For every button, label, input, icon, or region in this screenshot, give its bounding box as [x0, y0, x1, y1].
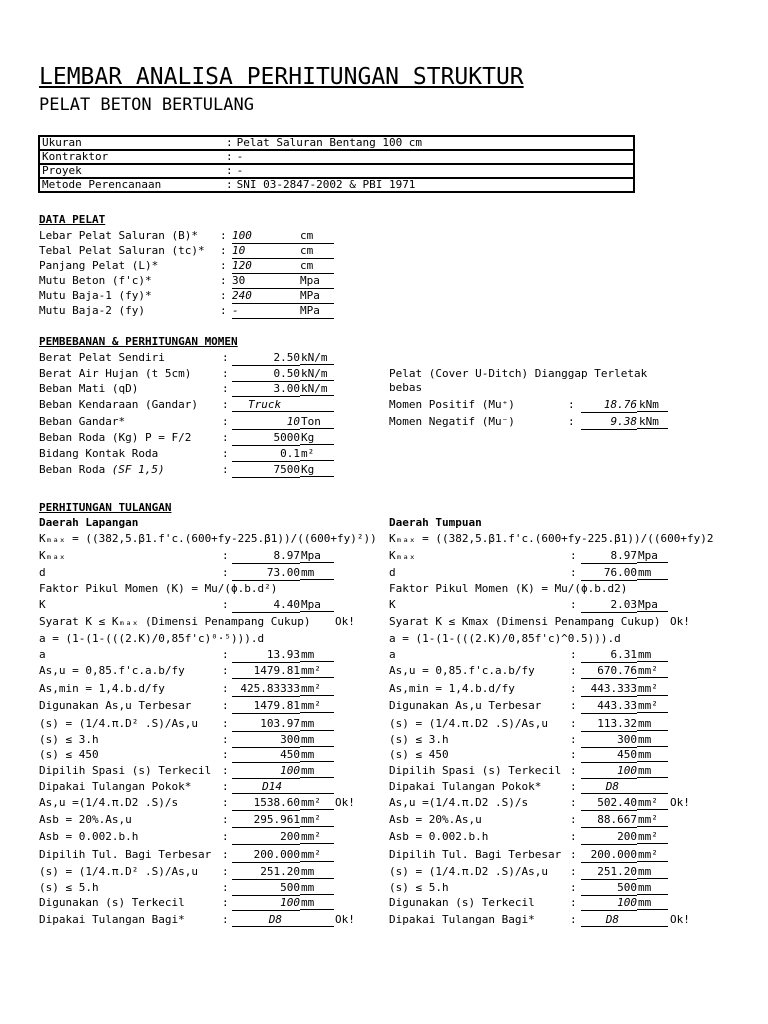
- tumpuan-label: Dipakai Tulangan Pokok*: [389, 780, 542, 793]
- data-pelat-value: -: [232, 304, 300, 319]
- tumpuan-value: 76.00: [581, 566, 637, 581]
- tumpuan-unit: Mpa: [637, 598, 668, 612]
- info-value: Pelat Saluran Bentang 100 cm: [235, 136, 634, 150]
- lapangan-label: Dipakai Tulangan Pokok*: [39, 780, 192, 793]
- tumpuan-sep: :: [570, 881, 577, 894]
- data-pelat-sep: :: [220, 244, 227, 257]
- data-pelat-label: Mutu Baja-1 (fy)*: [39, 289, 152, 302]
- lapangan-label: (s) ≤ 5.h: [39, 881, 99, 894]
- lapangan-ok-status: Ok!: [335, 913, 355, 926]
- pembebanan-heading: PEMBEBANAN & PERHITUNGAN MOMEN: [39, 335, 238, 348]
- momen-positif-sep: :: [568, 398, 575, 411]
- data-pelat-sep: :: [220, 304, 227, 317]
- pembebanan-value: 3.00: [232, 382, 300, 397]
- momen-negatif-value: 9.38: [581, 415, 637, 430]
- tumpuan-unit: mm²: [637, 699, 668, 713]
- pembebanan-sep: :: [222, 382, 229, 395]
- data-pelat-value: 30: [232, 274, 300, 289]
- tumpuan-unit: mm: [637, 881, 668, 895]
- lapangan-value: 300: [232, 733, 300, 748]
- tumpuan-unit: mm²: [637, 830, 668, 844]
- lapangan-value: 100: [232, 896, 300, 911]
- pembebanan-value: Truck: [232, 398, 300, 412]
- tumpuan-sep: :: [570, 549, 577, 562]
- tumpuan-value: 443.33: [581, 699, 637, 714]
- lapangan-sep: :: [222, 881, 229, 894]
- lapangan-value: 73.00: [232, 566, 300, 581]
- tumpuan-value: 6.31: [581, 648, 637, 663]
- lapangan-label: Digunakan As,u Terbesar: [39, 699, 192, 712]
- tumpuan-label: Kₘₐₓ: [389, 549, 416, 562]
- pembebanan-sep: :: [222, 398, 229, 411]
- lapangan-unit: [300, 913, 334, 927]
- tumpuan-unit: [637, 780, 668, 794]
- tumpuan-unit: mm: [637, 717, 668, 731]
- lapangan-unit: mm: [300, 764, 334, 778]
- tumpuan-sep: :: [570, 848, 577, 861]
- lapangan-sep: :: [222, 813, 229, 826]
- lapangan-label: (s) ≤ 3.h: [39, 733, 99, 746]
- lapangan-unit: mm²: [300, 699, 334, 713]
- tumpuan-unit: mm: [637, 748, 668, 762]
- pembebanan-unit: Ton: [300, 415, 334, 429]
- lapangan-label: (s) ≤ 450: [39, 748, 99, 761]
- data-pelat-sep: :: [220, 274, 227, 287]
- tumpuan-label: Dipilih Spasi (s) Terkecil: [389, 764, 562, 777]
- tumpuan-sep: :: [570, 664, 577, 677]
- tumpuan-unit: mm: [637, 865, 668, 879]
- info-label: Ukuran: [39, 136, 224, 150]
- lapangan-label: a = (1-(1-(((2.K)/0,85f'c)⁰·⁵))).d: [39, 632, 265, 645]
- lapangan-label: (s) = (1/4.π.D² .S)/As,u: [39, 865, 198, 878]
- info-label: Metode Perencanaan: [39, 178, 224, 192]
- lapangan-value: D14: [232, 780, 300, 794]
- pembebanan-sep: :: [222, 367, 229, 380]
- tumpuan-label: As,u = 0,85.f'c.a.b/fy: [389, 664, 535, 677]
- lapangan-sep: :: [222, 913, 229, 926]
- lapangan-sep: :: [222, 796, 229, 809]
- pembebanan-label: Beban Roda: [39, 463, 106, 476]
- lapangan-value: 295.961: [232, 813, 300, 828]
- lapangan-unit: mm: [300, 648, 334, 662]
- pembebanan-unit: Kg: [300, 463, 334, 477]
- tumpuan-label: a = (1-(1-(((2.K)/0,85f'c)^0.5))).d: [389, 632, 621, 645]
- momen-negatif-unit: kNm: [637, 415, 668, 429]
- tumpuan-sep: :: [570, 717, 577, 730]
- data-pelat-label: Lebar Pelat Saluran (B)*: [39, 229, 198, 242]
- tumpuan-value: 670.76: [581, 664, 637, 679]
- data-pelat-value: 120: [232, 259, 300, 274]
- tumpuan-unit: mm: [637, 566, 668, 580]
- lapangan-sep: :: [222, 896, 229, 909]
- tumpuan-label: As,u =(1/4.π.D2 .S)/s: [389, 796, 529, 809]
- tumpuan-ok-status: Ok!: [670, 913, 690, 926]
- info-row: [39, 150, 634, 164]
- pembebanan-value: 7500: [232, 463, 300, 478]
- data-pelat-unit: MPa: [300, 289, 334, 304]
- pembebanan-unit: m²: [300, 447, 334, 461]
- pembebanan-unit: kN/m: [300, 367, 334, 381]
- lapangan-value: 500: [232, 881, 300, 896]
- tumpuan-value: 100: [581, 764, 637, 779]
- lapangan-unit: mm: [300, 717, 334, 731]
- tumpuan-label: Digunakan (s) Terkecil: [389, 896, 535, 909]
- pembebanan-label: Bidang Kontak Roda: [39, 447, 159, 460]
- lapangan-unit: Mpa: [300, 598, 334, 612]
- data-pelat-sep: :: [220, 229, 227, 242]
- momen-negatif-label: Momen Negatif (Mu⁻): [389, 415, 515, 428]
- lapangan-unit: mm: [300, 748, 334, 762]
- lapangan-value: 425.83333: [232, 682, 300, 697]
- pembebanan-value: 0.50: [232, 367, 300, 382]
- info-row: [39, 178, 634, 192]
- lapangan-unit: mm: [300, 733, 334, 747]
- tumpuan-sep: :: [570, 780, 577, 793]
- lapangan-unit: mm²: [300, 848, 334, 862]
- lapangan-sep: :: [222, 699, 229, 712]
- tumpuan-label: Syarat K ≤ Kmax (Dimensi Penampang Cukup): [389, 615, 661, 628]
- info-sep: :: [226, 150, 233, 163]
- lapangan-sep: :: [222, 780, 229, 793]
- lapangan-label: As,u =(1/4.π.D2 .S)/s: [39, 796, 179, 809]
- info-value: SNI 03-2847-2002 & PBI 1971: [235, 178, 634, 192]
- lapangan-kmax-formula: Kₘₐₓ = ((382,5.β1.f'c.(600+fy-225.β1))/((600+fy)²)): [39, 532, 377, 545]
- lapangan-unit: [300, 780, 334, 794]
- lapangan-value: 251.20: [232, 865, 300, 880]
- tumpuan-unit: mm²: [637, 813, 668, 827]
- tumpuan-sep: :: [570, 813, 577, 826]
- lapangan-unit: mm²: [300, 813, 334, 827]
- pembebanan-label: Beban Mati (qD): [39, 382, 139, 395]
- tumpuan-label: K: [389, 598, 396, 611]
- lapangan-label: d: [39, 566, 46, 579]
- tumpuan-label: Asb = 20%.As,u: [389, 813, 482, 826]
- pembebanan-label: Beban Roda (Kg) P = F/2: [39, 431, 192, 444]
- tumpuan-label: Dipilih Tul. Bagi Terbesar: [389, 848, 562, 861]
- lapangan-value: D8: [232, 913, 300, 927]
- pembebanan-sep: :: [222, 415, 229, 428]
- data-pelat-unit: cm: [300, 244, 334, 259]
- document-title: LEMBAR ANALISA PERHITUNGAN STRUKTUR: [39, 64, 524, 90]
- tumpuan-label: Faktor Pikul Momen (K) = Mu/(ϕ.b.d2): [389, 582, 628, 595]
- tumpuan-label: Digunakan As,u Terbesar: [389, 699, 542, 712]
- tumpuan-sep: :: [570, 896, 577, 909]
- lapangan-sep: :: [222, 733, 229, 746]
- tumpuan-sep: :: [570, 566, 577, 579]
- pembebanan-sep: :: [222, 431, 229, 444]
- momen-negatif-sep: :: [568, 415, 575, 428]
- lapangan-sep: :: [222, 748, 229, 761]
- lapangan-sep: :: [222, 598, 229, 611]
- tumpuan-sep: :: [570, 748, 577, 761]
- lapangan-value: 1479.81: [232, 664, 300, 679]
- tumpuan-unit: mm²: [637, 796, 668, 810]
- tumpuan-value: 100: [581, 896, 637, 911]
- tumpuan-ok-status: Ok!: [670, 615, 690, 628]
- data-pelat-unit: MPa: [300, 304, 334, 319]
- momen-positif-value: 18.76: [581, 398, 637, 413]
- tumpuan-heading: Daerah Tumpuan: [389, 516, 482, 529]
- lapangan-label: Digunakan (s) Terkecil: [39, 896, 185, 909]
- lapangan-value: 100: [232, 764, 300, 779]
- tumpuan-value: 300: [581, 733, 637, 748]
- lapangan-sep: :: [222, 764, 229, 777]
- lapangan-label: Faktor Pikul Momen (K) = Mu/(ϕ.b.d²): [39, 582, 278, 595]
- info-row: [39, 136, 634, 150]
- pembebanan-label: Berat Air Hujan (t 5cm): [39, 367, 192, 380]
- info-value: -: [235, 164, 634, 178]
- tumpuan-unit: Mpa: [637, 549, 668, 563]
- tumpuan-unit: [637, 913, 668, 927]
- tumpuan-value: 443.333: [581, 682, 637, 697]
- tumpuan-value: 502.40: [581, 796, 637, 811]
- pembebanan-unit: kN/m: [300, 382, 334, 396]
- info-sep: :: [226, 178, 233, 191]
- lapangan-value: 8.97: [232, 549, 300, 564]
- tumpuan-label: As,min = 1,4.b.d/fy: [389, 682, 515, 695]
- lapangan-sep: :: [222, 848, 229, 861]
- lapangan-label: Syarat K ≤ Kₘₐₓ (Dimensi Penampang Cukup): [39, 615, 311, 628]
- lapangan-value: 450: [232, 748, 300, 763]
- info-label: Kontraktor: [39, 150, 224, 164]
- lapangan-sep: :: [222, 549, 229, 562]
- lapangan-value: 103.97: [232, 717, 300, 732]
- tumpuan-label: d: [389, 566, 396, 579]
- tumpuan-value: D8: [581, 780, 637, 794]
- tumpuan-label: (s) = (1/4.π.D2 .S)/As,u: [389, 865, 548, 878]
- lapangan-label: Kₘₐₓ: [39, 549, 66, 562]
- tumpuan-sep: :: [570, 796, 577, 809]
- data-pelat-value: 10: [232, 244, 300, 259]
- document-subtitle: PELAT BETON BERTULANG: [39, 95, 254, 115]
- tumpuan-sep: :: [570, 764, 577, 777]
- lapangan-sep: :: [222, 664, 229, 677]
- info-sep: :: [226, 164, 233, 177]
- project-info-table: [38, 135, 635, 193]
- pembebanan-value: 5000: [232, 431, 300, 446]
- tumpuan-label: (s) ≤ 450: [389, 748, 449, 761]
- data-pelat-label: Panjang Pelat (L)*: [39, 259, 159, 272]
- lapangan-label: Asb = 0.002.b.h: [39, 830, 139, 843]
- pembebanan-unit: Kg: [300, 431, 334, 445]
- lapangan-heading: Daerah Lapangan: [39, 516, 139, 529]
- lapangan-unit: mm²: [300, 664, 334, 678]
- lapangan-label: As,min = 1,4.b.d/fy: [39, 682, 165, 695]
- support-note-line2: bebas: [389, 381, 423, 394]
- tumpuan-sep: :: [570, 865, 577, 878]
- lapangan-sep: :: [222, 865, 229, 878]
- momen-positif-unit: kNm: [637, 398, 668, 412]
- pembebanan-label: Beban Gandar*: [39, 415, 126, 428]
- lapangan-label: Asb = 20%.As,u: [39, 813, 132, 826]
- tumpuan-sep: :: [570, 733, 577, 746]
- lapangan-sep: :: [222, 682, 229, 695]
- data-pelat-value: 240: [232, 289, 300, 304]
- data-pelat-unit: cm: [300, 229, 334, 244]
- data-pelat-label: Mutu Beton (f'c)*: [39, 274, 152, 287]
- tumpuan-value: 88.667: [581, 813, 637, 828]
- lapangan-sep: :: [222, 566, 229, 579]
- tumpuan-value: 251.20: [581, 865, 637, 880]
- pembebanan-value: 10: [232, 415, 300, 430]
- lapangan-label: Dipakai Tulangan Bagi*: [39, 913, 185, 926]
- tumpuan-label: (s) ≤ 3.h: [389, 733, 449, 746]
- lapangan-sep: :: [222, 717, 229, 730]
- lapangan-sep: :: [222, 830, 229, 843]
- lapangan-value: 1479.81: [232, 699, 300, 714]
- lapangan-value: 200.000: [232, 848, 300, 863]
- info-sep: :: [226, 136, 233, 149]
- lapangan-value: 1538.60: [232, 796, 300, 811]
- lapangan-label: a: [39, 648, 46, 661]
- tumpuan-sep: :: [570, 830, 577, 843]
- tumpuan-unit: mm²: [637, 848, 668, 862]
- lapangan-sep: :: [222, 648, 229, 661]
- tumpuan-value: D8: [581, 913, 637, 927]
- pembebanan-value: 2.50: [232, 351, 300, 366]
- lapangan-value: 13.93: [232, 648, 300, 663]
- tumpuan-value: 2.03: [581, 598, 637, 613]
- lapangan-label: As,u = 0,85.f'c.a.b/fy: [39, 664, 185, 677]
- data-pelat-label: Mutu Baja-2 (fy): [39, 304, 145, 317]
- data-pelat-sep: :: [220, 289, 227, 302]
- lapangan-unit: mm²: [300, 796, 334, 810]
- lapangan-label: K: [39, 598, 46, 611]
- tumpuan-unit: mm: [637, 733, 668, 747]
- info-value: -: [235, 150, 634, 164]
- tumpuan-value: 8.97: [581, 549, 637, 564]
- lapangan-ok-status: Ok!: [335, 615, 355, 628]
- pembebanan-sep: :: [222, 463, 229, 476]
- tumpuan-unit: mm: [637, 896, 668, 910]
- lapangan-label: Dipilih Spasi (s) Terkecil: [39, 764, 212, 777]
- tumpuan-sep: :: [570, 913, 577, 926]
- tumpuan-kmax-formula: Kₘₐₓ = ((382,5.β1.f'c.(600+fy-225.β1))/((600+fy)2: [389, 532, 714, 545]
- lapangan-ok-status: Ok!: [335, 796, 355, 809]
- tulangan-heading: PERHITUNGAN TULANGAN: [39, 501, 172, 514]
- tumpuan-unit: mm²: [637, 682, 668, 696]
- info-row: [39, 164, 634, 178]
- pembebanan-sep: :: [222, 351, 229, 364]
- tumpuan-sep: :: [570, 682, 577, 695]
- lapangan-unit: mm: [300, 881, 334, 895]
- tumpuan-unit: mm: [637, 648, 668, 662]
- lapangan-unit: mm²: [300, 682, 334, 696]
- tumpuan-value: 113.32: [581, 717, 637, 732]
- pembebanan-value: 0.1: [232, 447, 300, 462]
- lapangan-value: 4.40: [232, 598, 300, 613]
- tumpuan-label: Asb = 0.002.b.h: [389, 830, 489, 843]
- tumpuan-ok-status: Ok!: [670, 796, 690, 809]
- momen-positif-label: Momen Positif (Mu⁺): [389, 398, 515, 411]
- tumpuan-value: 200.000: [581, 848, 637, 863]
- lapangan-unit: Mpa: [300, 549, 334, 563]
- info-label: Proyek: [39, 164, 224, 178]
- lapangan-value: 200: [232, 830, 300, 845]
- tumpuan-value: 450: [581, 748, 637, 763]
- lapangan-unit: mm²: [300, 830, 334, 844]
- tumpuan-label: (s) = (1/4.π.D2 .S)/As,u: [389, 717, 548, 730]
- data-pelat-heading: DATA PELAT: [39, 213, 106, 226]
- pembebanan-sep: :: [222, 447, 229, 460]
- tumpuan-label: Dipakai Tulangan Bagi*: [389, 913, 535, 926]
- lapangan-unit: mm: [300, 865, 334, 879]
- lapangan-unit: mm: [300, 566, 334, 580]
- tumpuan-value: 500: [581, 881, 637, 896]
- pembebanan-unit: [300, 398, 334, 412]
- tumpuan-sep: :: [570, 699, 577, 712]
- lapangan-label: Dipilih Tul. Bagi Terbesar: [39, 848, 212, 861]
- data-pelat-label: Tebal Pelat Saluran (tc)*: [39, 244, 205, 257]
- data-pelat-sep: :: [220, 259, 227, 272]
- tumpuan-label: (s) ≤ 5.h: [389, 881, 449, 894]
- data-pelat-unit: Mpa: [300, 274, 334, 289]
- tumpuan-sep: :: [570, 648, 577, 661]
- data-pelat-unit: cm: [300, 259, 334, 274]
- lapangan-unit: mm: [300, 896, 334, 910]
- tumpuan-unit: mm²: [637, 664, 668, 678]
- pembebanan-label-italic: (SF 1,5): [111, 463, 165, 476]
- pembebanan-label: Beban Kendaraan (Gandar): [39, 398, 198, 411]
- pembebanan-unit: kN/m: [300, 351, 334, 365]
- tumpuan-unit: mm: [637, 764, 668, 778]
- tumpuan-label: a: [389, 648, 396, 661]
- tumpuan-sep: :: [570, 598, 577, 611]
- lapangan-label: (s) = (1/4.π.D² .S)/As,u: [39, 717, 198, 730]
- data-pelat-value: 100: [232, 229, 300, 244]
- pembebanan-label: Berat Pelat Sendiri: [39, 351, 165, 364]
- tumpuan-value: 200: [581, 830, 637, 845]
- support-note-line1: Pelat (Cover U-Ditch) Dianggap Terletak: [389, 367, 648, 380]
